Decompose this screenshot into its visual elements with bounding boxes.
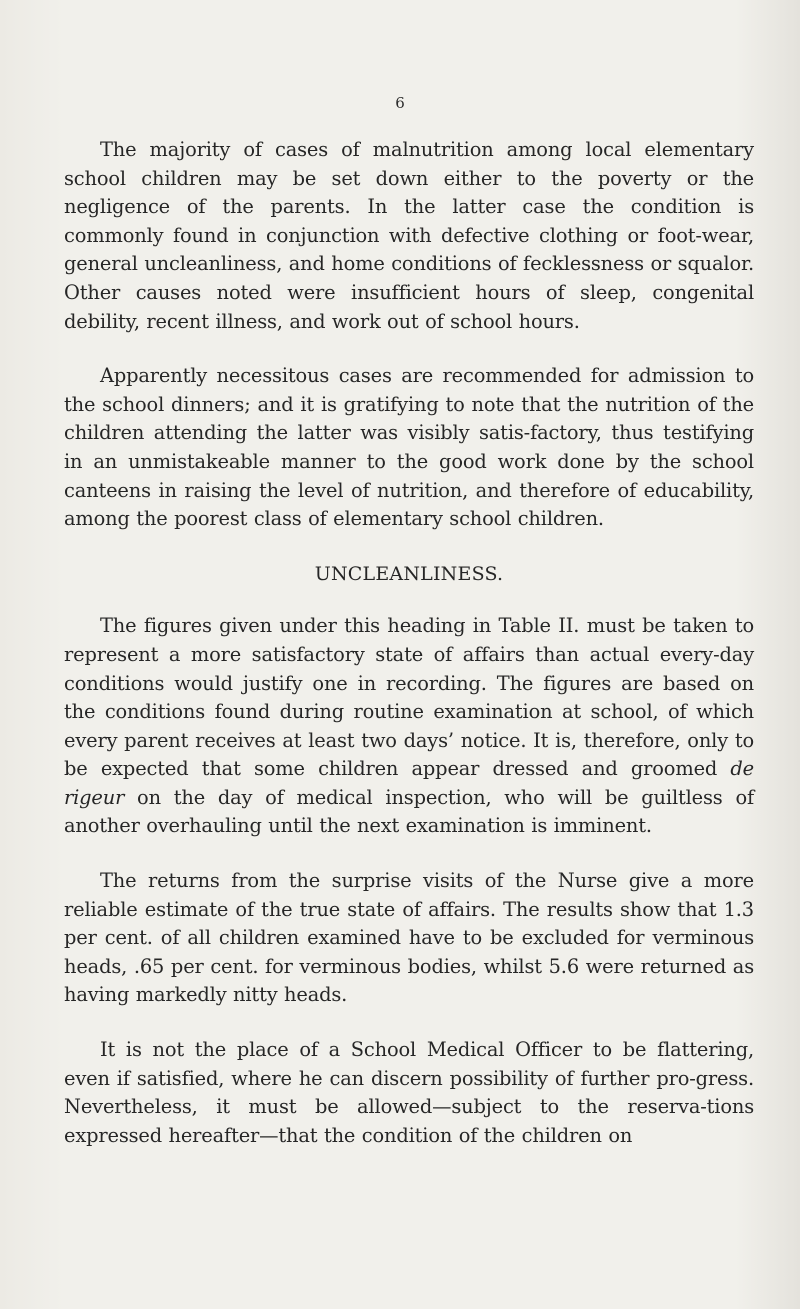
section-heading-uncleanliness: UNCLEANLINESS. [314,562,504,585]
paragraph-nurse-returns: The returns from the surprise visits of the Nurse give a more reliable estimate of the true state of affairs. The results show that 1.3 per cent. of all children examined have to be excluded for verminous heads, .65 per cent. for verminous bodies, whilst 5.6 were returned as having markedly nitty heads. [64,869,754,1007]
paragraph-table-figures-text-start: The figures given under this heading in Table II. must be taken to represent a more satisfactory state of affairs than actual every-day conditions would justify one in recording. The figures are based on the conditions found during routine examination at school, of which every parent receives at least two days’ notice. It is, therefore, only to be expected that some children appear dressed and groomed [64,614,754,781]
paragraph-table-figures [64,612,754,841]
page-number: 6 [395,94,405,112]
paragraph-table-figures-text-end: on the day of medical inspection, who will be guiltless of another overhauling until the next examination is imminent. [64,785,754,838]
paragraph-malnutrition-causes: The majority of cases of malnutrition among local elementary school children may be set down either to the poverty or the negligence of the parents. In the latter case the condition is commonly found in conjunction with defective clothing or foot-wear, general uncleanliness, and home conditions of fecklessness or squalor. Other causes noted were insufficient hours of sleep, congenital debility, recent illness, and work out of school hours. [64,138,755,333]
paragraph-medical-officer: It is not the place of a School Medical Officer to be flattering, even if satisfied, where he can discern possibility of further pro-gress. Nevertheless, it must be allowed—subject to the reserva-tions expressed hereafter—that the condition of the children on [64,1038,754,1147]
paragraph-school-dinners: Apparently necessitous cases are recommended for admission to the school dinners; and it is gratifying to note that the nutrition of the children attending the latter was visibly satis-factory, thus testifying in an unmistakeable manner to the good work done by the school canteens in raising the level of nutrition, and therefore of educability, among the poorest class of elementary school children. [64,364,754,531]
italic-phrase-de-rigeur: de rigeur [64,757,754,809]
body-text [64,136,754,1176]
